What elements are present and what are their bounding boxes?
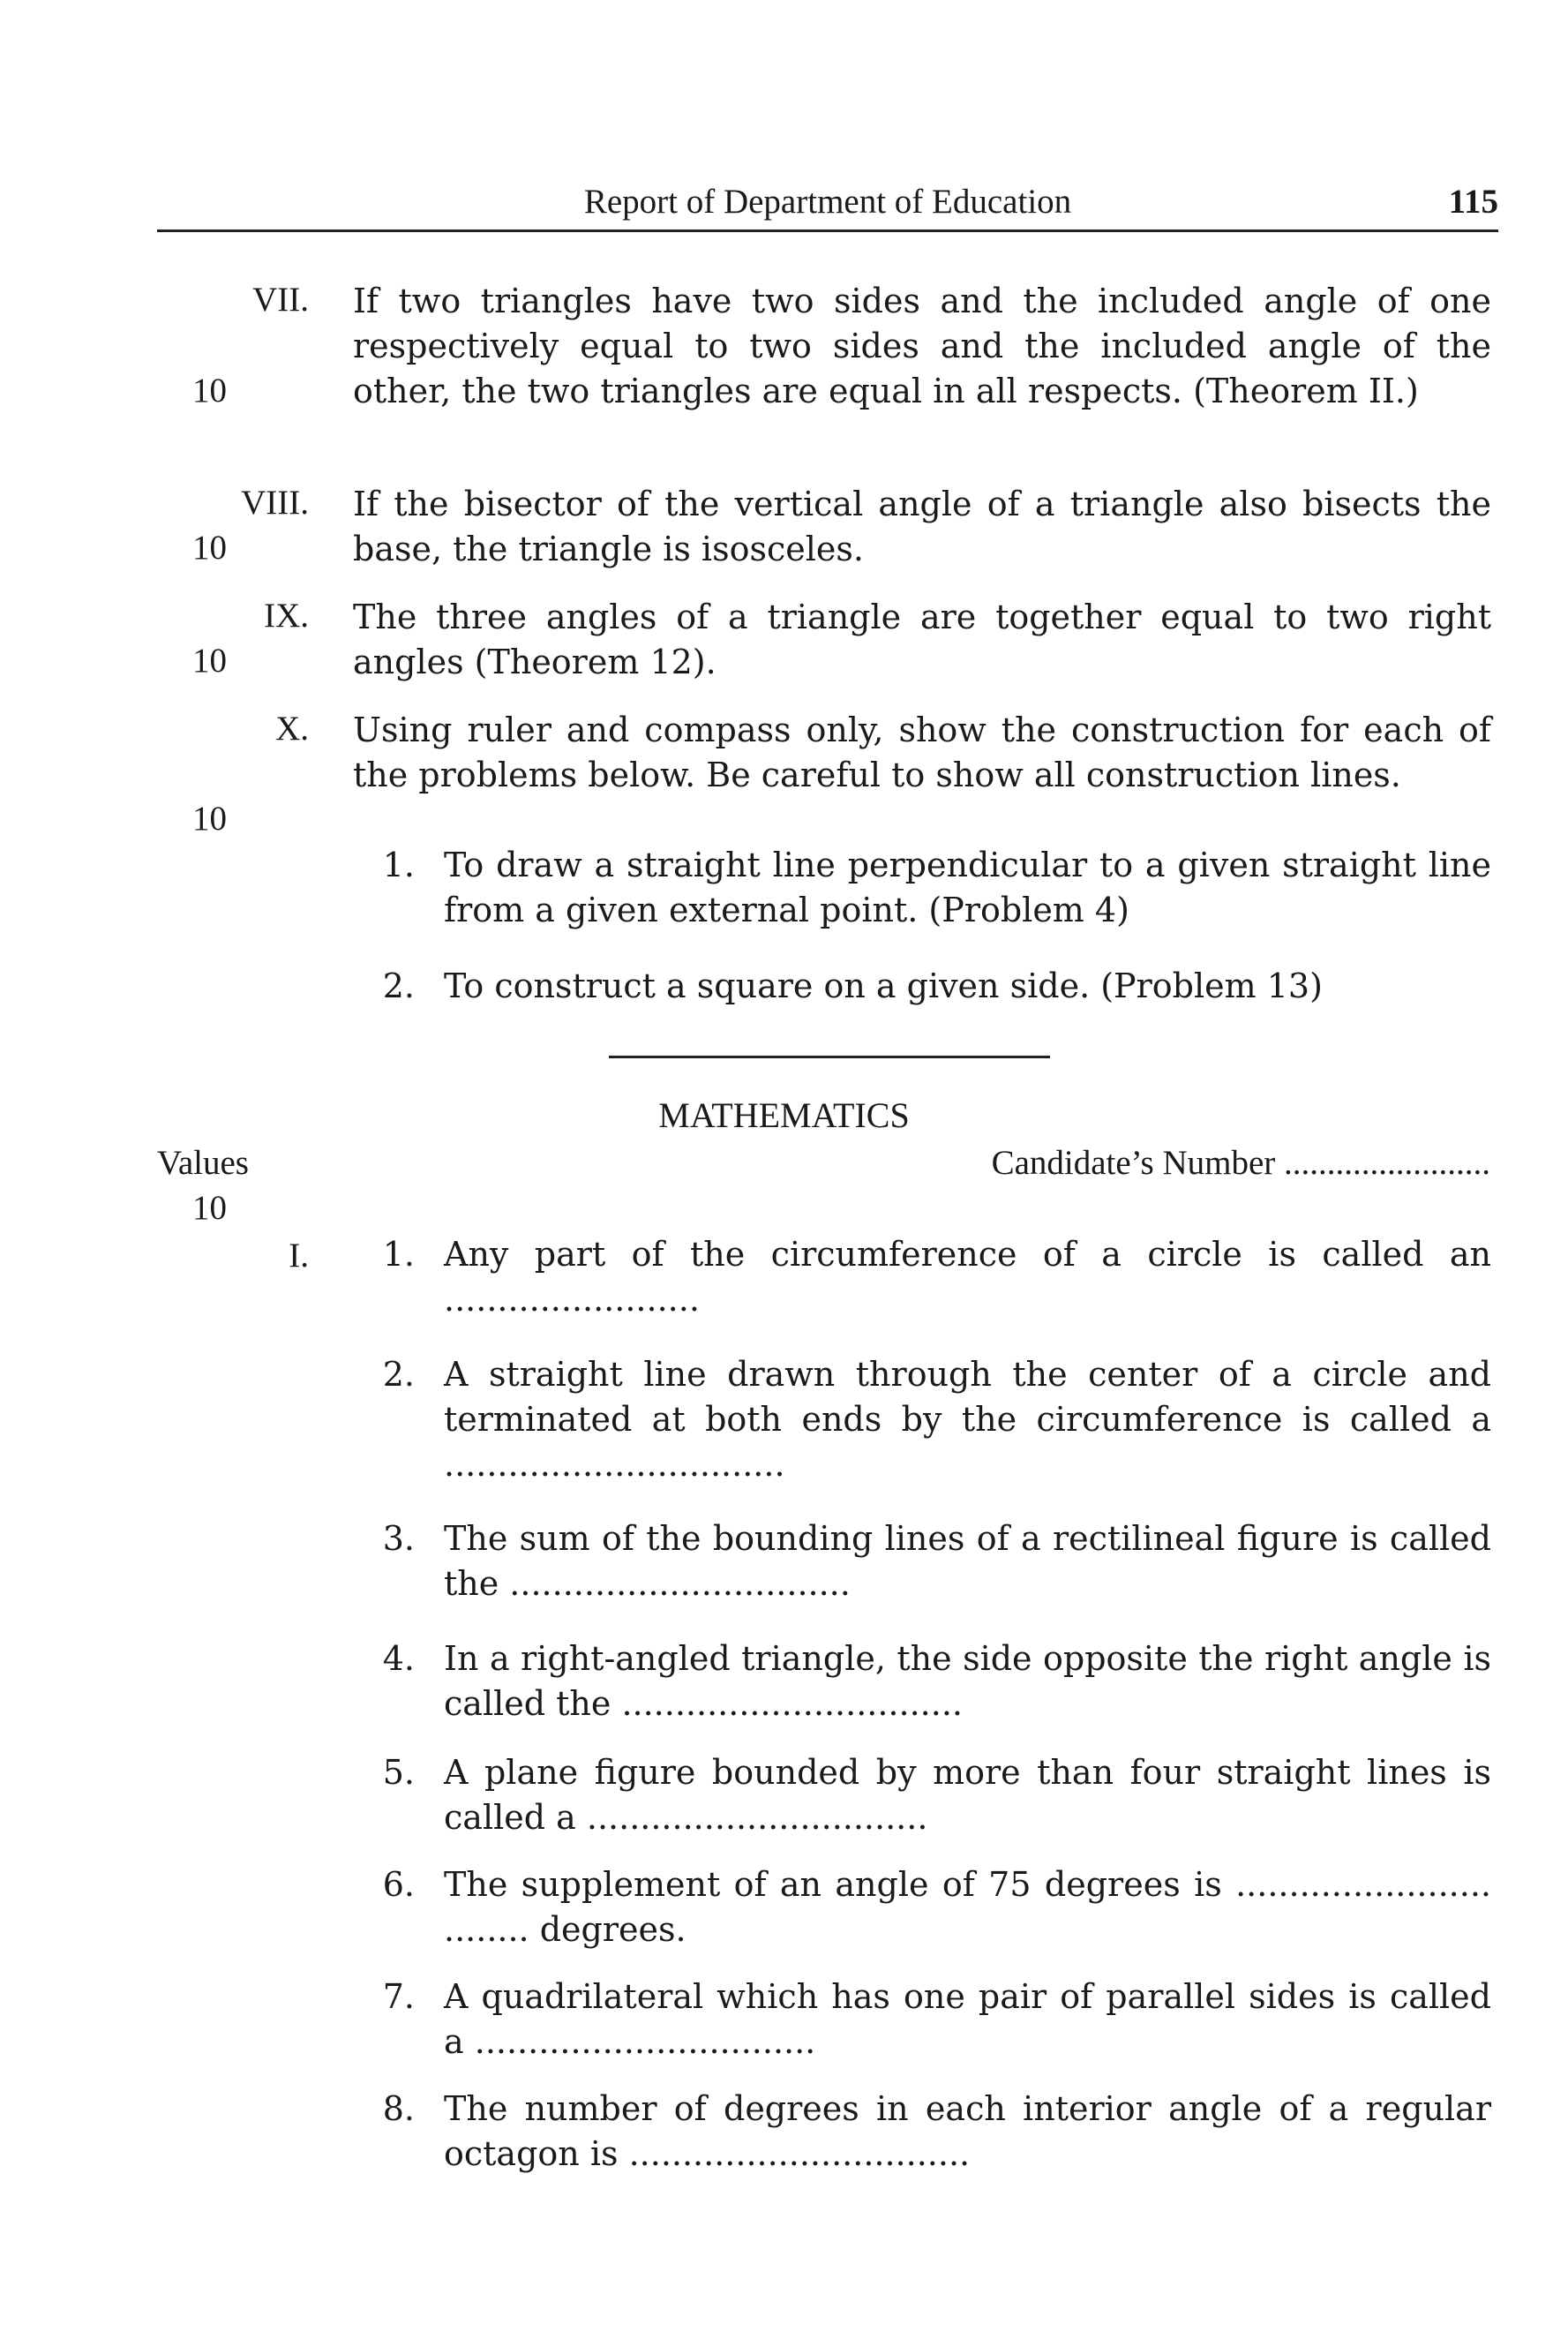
question-text: Using ruler and compass only, show the construction for each of the problems below. Be careful to show all construction lines. [353,711,1491,794]
list-item-number: 8. [382,2089,415,2128]
list-item-text: A quadrilateral which has one pair of parallel sides is called a ................................ [444,1977,1491,2061]
list-item-text: The number of degrees in each interior angle of a regular octagon is ................................ [444,2089,1491,2173]
list-item-number: 1. [382,1235,415,1274]
question-numeral: X. [275,710,309,748]
question-text: If the bisector of the vertical angle of a triangle also bisects the base, the triangle is isosceles. [353,485,1491,568]
question-numeral: VII. [252,281,309,319]
list-item-number: 3. [382,1519,415,1558]
list-item-number: 4. [382,1639,415,1678]
page-number: 115 [1448,183,1498,221]
sub-item-number: 2. [382,966,415,1005]
question-numeral: IX. [264,597,309,635]
question-text: If two triangles have two sides and the included angle of one respectively equal to two sides and the included angle of the other, the two triangles are equal in all respects. (Theorem II.) [353,282,1491,410]
sub-item-text: To construct a square on a given side. (Problem 13) [444,966,1323,1005]
question-value: 10 [192,642,227,680]
list-item-text: A straight line drawn through the center of a circle and terminated at both ends by the circumference is called a ................................ [444,1355,1491,1484]
values-label: Values [157,1144,249,1182]
question-value: 10 [192,800,227,838]
sub-item-number: 1. [382,846,415,884]
question-numeral: VIII. [241,484,309,522]
list-item-number: 5. [382,1753,415,1792]
list-item-text: The sum of the bounding lines of a rectilineal figure is called the ................................ [444,1519,1491,1603]
header-title: Report of Department of Education [583,183,1072,221]
question-numeral: I. [289,1237,309,1275]
list-item-number: 6. [382,1865,415,1904]
page-header [157,177,1498,232]
question-value: 10 [192,529,227,567]
question-text: The three angles of a triangle are together equal to two right angles (Theorem 12). [353,598,1491,681]
list-item-text: A plane figure bounded by more than four straight lines is called a ................................ [444,1753,1491,1837]
list-item-number: 7. [382,1977,415,2016]
list-item-text: In a right-angled triangle, the side opposite the right angle is called the ................................ [444,1639,1491,1723]
section-divider [609,1056,1050,1058]
list-item-number: 2. [382,1355,415,1394]
list-item-text: Any part of the circumference of a circle is called an ........................ [444,1235,1491,1319]
candidate-number-label: Candidate’s Number ........................ [991,1144,1490,1182]
sub-item-text: To draw a straight line perpendicular to a given straight line from a given external point. (Problem 4) [444,846,1491,929]
question-value: 10 [192,372,227,410]
question-value: 10 [192,1189,227,1227]
list-item-text: The supplement of an angle of 75 degrees is ........................ ........ degrees. [444,1865,1491,1949]
section-title: MATHEMATICS [658,1095,910,1135]
